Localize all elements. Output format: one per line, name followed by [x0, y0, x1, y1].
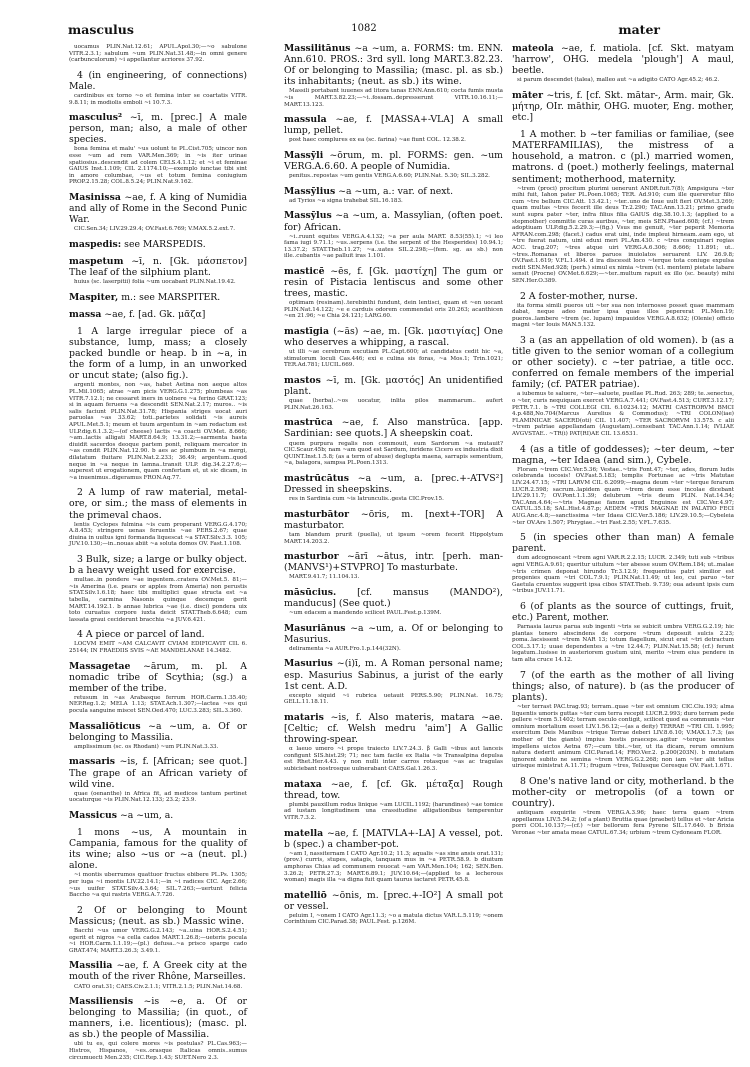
entry-definition [284, 210, 503, 232]
citation-block: ~i montis uberrumos quattuor fructus ebibere PL.Ps. 1305; per iuga ~i montis LIV.22.14.1;—in ~i radices CIC. Agr.2.66; ~us uuifer STAT.Silv.4.3.64; SIL.7.263;—uertunt felicia Baccho ~a qui rastris VERG.A.7.726. [69, 872, 247, 899]
definition-text: ~a ~um, a. [prec.+-ATVS²] Dressed in sheepskins. [284, 472, 503, 496]
dictionary-entry [284, 417, 503, 467]
definition-text: see MARSPEDIS. [121, 238, 206, 250]
sense-definition: 4 A piece or parcel of land. [77, 629, 205, 641]
definition-text: ~ōrum, m. pl. FORMS: gen. ~um VERG.A.6.60. A people of Numidia. [284, 149, 503, 173]
headword: māsūcius. [284, 586, 337, 598]
sense-definition: 3 Bulk, size; a large or bulky object. b a heavy weight used for exercise. [69, 553, 247, 577]
right-running-headword: mater [618, 22, 660, 37]
definition-text: [cf. mansus (MANDO²), manducus] (See quot.) [284, 586, 503, 609]
entry-definition [284, 186, 503, 197]
citation-block: CATO orat.31; CAES.Civ.2.1.1; VITR.2.1.5; PLIN.Nat.14.68. [74, 983, 243, 990]
dictionary-entry [512, 43, 734, 84]
definition-text: ~ārī ~ātus, intr. [perh. man-(MANVS¹)+STVPRO] To masturbate. [284, 551, 503, 574]
dictionary-entry [69, 239, 247, 250]
entry-continuation [512, 532, 734, 595]
entry-definition [69, 192, 247, 225]
dictionary-entry [284, 828, 503, 884]
sense-definition: 6 (of plants as the source of cuttings, fruit, etc.) Parent, mother. [512, 600, 734, 623]
dictionary-entry [69, 810, 247, 821]
sense-definition: 2 A foster-mother, nurse. [520, 290, 638, 302]
entry-definition [284, 43, 503, 87]
definition-text: ~is, f. Also materis, matara ~ae. [Celtic; cf. Welsh medru 'aim'] A Gallic throwing-spear. [284, 711, 503, 746]
sense-definition: 1 mons ~us, A mountain in Campania, famous for the quality of its wine; also ~us or ~a (neut. pl.) alone. [69, 827, 247, 872]
citation-block: ~am I, nassiternam I CATO Agr.10.2; 11.3; aqualis ~as sine ansis orat.131; (prov.) curris, stupes, satagis, tanquam mus in ~a PETR.58.9. b diuitum amphoras Chias ad communem reuocat ~am VAR.Men.104; 162; SEN.Ben. 3.26.2; PETR.27.3; MART.6.89.1; JUV.10.64;—(applied to a lecherous woman) magis illa ~a digna fuit quam taurus iactaret PETR.45.8. [284, 850, 503, 884]
citation-block: optimam (resinam)..terebinthi fundunt, dein lentisci, quam et ~en uocant PLIN.Nat.14.122; ~e e carduis odorem commendat oris 20.263; acanthicen ~en 21.96; ~e Chia 24.121; LARG.60. [284, 300, 503, 320]
sense-definition: 3 a (as an appellation of old women). b (as a title given to the senior woman of a collegium or other society). c ~ter patriae, a title occ. conferred on female members of the imperial family; (cf. PATER patriae). [512, 335, 734, 391]
citation-block: tam blandum prurit (puella), ut ipsum ~orem fecerit Hippolytum MART.14.203.2. [284, 531, 503, 545]
headword: Massȳlus [284, 210, 332, 222]
sense-definition: 7 (of the earth as the mother of all living things; also, of nature). b (as the producer of plants). [512, 669, 734, 703]
dictionary-entry [69, 192, 247, 233]
dictionary-entry [284, 712, 503, 773]
sense-definition: 4 (in engineering, of connections) Male. [69, 69, 247, 92]
citation-block: quae (herba)..~os uocatur, inlita pilos mammarum.. aufert PLIN.Nat.26.163. [284, 398, 503, 411]
dictionary-entry [284, 43, 503, 108]
citation-block: lentis Cyclopes fulmina ~is cum properant VERG.G.4.170; A.8.453; stringere uenas feruentis ~ae PERS.2.67; quae diuina in uultus igni formanda liquescat ~a STAT.Silv.3.3. 105; JUV.10.130;—in..nouas abiit ~a soluta domos OV. Fast.1.108. [69, 521, 247, 548]
citation-block: deliramenta ~a AUR.Fro.1.p.144(32N). [289, 645, 401, 652]
dictionary-entry [284, 210, 503, 260]
headword: mastrūca [284, 417, 333, 429]
headword: mateola [512, 43, 554, 54]
dictionary-entry [69, 112, 247, 186]
citation-block: ~ter terrast PAC.trag.93; terram..quae ~ter est omnium CIC.Clu.193; alma liquentis umoris guttas ~ter cum terra recepit LUCR.2.993; duro terram pede pellere ~trem 5.1402; terram osculo contigit, scilicet quod ea communis ~ter omnium mortalium esset LIV.1.56.12;—(as a deity) TERRAE ~TRI CIL 1.995; exercitum Deis Manibus ~trique Terrae deberi LIV.8.6.10; V.MAX.1.7.3; (as mother of the giants) impius hostis praeceps..agitur ~terque iacentes impellens uictos Aetna 67;—cum tibi..~ter, ut ita dicam, rerum omnium natura dederit animum CIC.Parad.14; FRO.Ver.2. p.200(203N). b mutatam ignorent subito ne semina ~trem VERG.G.2.268; non iam ~ter alit tellus uirisque ministrat A.11.71; frugum ~tres, Tellusque Ceresque OV. Fast.1.671. [512, 703, 734, 770]
entry-definition [284, 587, 503, 609]
entry-definition [284, 473, 503, 495]
entry-continuation [512, 444, 734, 527]
definition-text: m.: see MARSPITER. [118, 291, 221, 303]
entry-definition [284, 509, 503, 531]
citation-block: huius (sc. laserpitii) folia ~um uocabant PLIN.Nat.19.42. [74, 279, 236, 286]
citation-block: multae..in pondere ~ae ingentem..cratera OV.Met.5. 81;—~is Amerina (i.e. pears or apples from Ameria) non perustis STAT.Silv.1.6.18; haec tibi multiplici quae structa est ~a tabella, carmina Nasonis quinque decemque gerit MART.14.192.1. b annae lubrica ~ae (i.e. disci) pondera uix toto curuatus corpore iuxta deicit STAT.Theb.6.648; cum lassata graui ceciderunt bracchia ~a JUV.6.421. [69, 577, 247, 623]
headword: Massȳli [284, 149, 324, 161]
sense-definition: 1 A mother. b ~ter familias or familiae, (see MATERFAMILIAS), the mistress of a household, a matron. c (pl.) married women, matrons. d (poet.) motherly feelings, maternal sentiment; motherhood, maternity. [512, 129, 734, 185]
definition-text: ~a ~um, a. Massylian, (often poet. for) African. [284, 210, 503, 233]
dictionary-entry [284, 779, 503, 822]
dictionary-entry [284, 658, 503, 705]
headword: mataris [284, 711, 324, 723]
headword: Massagetae [69, 660, 131, 672]
headword: māter [512, 89, 543, 101]
entry-continuation [512, 291, 734, 329]
headword: Masuriānus [284, 622, 346, 634]
entry-continuation [69, 70, 247, 106]
dictionary-entry [284, 551, 503, 581]
headword: masticē [284, 265, 325, 277]
sense-definition: 2 Of or belonging to Mount Massicus; (neut. as sb.) Massic wine. [69, 904, 247, 927]
entry-continuation [512, 776, 734, 837]
definition-text: ~ēs, f. [Gk. μαστίχη] The gum or resin of Pistacia lentiscus and some other trees, mastic. [284, 265, 503, 300]
definition-text: ~ārum, m. pl. A nomadic tribe of Scythia; (sg.) a member of the tribe. [69, 660, 247, 694]
headword: matelliō [284, 889, 327, 901]
citation-block: ~trem (proci) procitum plurimi uenerunt ANDR.fuit.7(8); Ampsigura ~ter mihi fuit, Iahon pater PL.Poen.1065; TER. Ad.910; cum ille quereretur filio cum ~tre bellum CIC.Att. 13.42.1; ~ter..uno de Ioue uult fieri OV.Met.3.269; quam multas ~tres fecerit ille deus Tr.2.290; TAC.Ann.13.21; primo gradu sunt supra pater ~ter, infra filius filia GAIUS dig.38.10.1.3; (applied to a stepmother) committe curas auribus, ~ter, meis SEN.Phaed.608; (cf.) ~trem adoptiuam ULP.dig.5.2.29.3;—(fig.) Vsus me genuit, ~ter peperit Memoria AFRAN.com.298; (facet.) cadus erat uini, inde impleui hirneam..eam ego, ut ~tre fuerat natum, uini eduxi meri PL.Am.430. c ~tres conquinari regias ACC. trag.207; ~tres atque uiri VERG.A.6.306; 8.666; 11.891; ut.. ~tres..Romanas et liberos paruos inuiolatos seruarent LIV. 26.9.8; OV.Fast.1.619; V.FL.1.494. d ira discessit loco ~terque tota coniuge expulsa redit SEN.Med.928; (perh.) simul ex nimia ~trem (v.l. mentem) pietate labare sensit (Procne) OV.Met.6.629;—~ter..multum rapuit ex illo (sc. beauty) mihi SEN.Her.O.389. [512, 185, 734, 284]
entry-definition [284, 266, 503, 299]
dictionary-entry [284, 473, 503, 503]
headword: Maspiter, [69, 291, 119, 303]
dictionary-entry [69, 996, 247, 1061]
dictionary-entry [284, 375, 503, 411]
entry-continuation [69, 827, 247, 899]
citation-block: Massili portabant iuuenes ad litora tanas ENN.Ann.610; cocta fumis musta ~is MART.3.82.23;—~i..fossam..depresserunt VITR.10.16.11;—MART.13.123. [284, 88, 503, 108]
headword: masturbātor [284, 508, 349, 520]
entry-definition [69, 996, 247, 1040]
entry-definition [284, 551, 503, 573]
entry-definition [284, 150, 503, 172]
entry-continuation [512, 601, 734, 664]
dictionary-entry [284, 623, 503, 653]
sense-definition: 1 A large irregular piece of a substance, lump, mass; a closely packed bundle or heap. b in ~a, in the form of a lump, in an unworked or uncut state; (also fig.). [69, 325, 247, 382]
dictionary-entry [69, 309, 247, 320]
headword: masculus² [69, 112, 123, 124]
entry-definition [284, 623, 503, 645]
headword: Masurius [284, 658, 333, 670]
entry-definition [284, 890, 503, 912]
definition-text: ~ae, f. matiola. [cf. Skt. matyam 'harrow', OHG. medela 'plough'] A maul, beetle. [512, 43, 734, 77]
citation-block: a iubemus te saluere, ~ter—saluete, puellae PL.Rud. 263; 289; te..senectus, o ~ter, curis nequiquam exercet VERG.A.7.441; OV.Fast.4.513; CURT.3.12.17; PETR.7.1. b ~TRI COLLEGI CIL 6.10234.12; MATRI CASTRORVM BMCI 4.p.488,No.704(Marcus Aurelius & Commodus); ~TRI COLON(iae) FLAMINICAE SACERD(oti) CIL 11.407; ~TER SACRORVM 13.575. c alii ~trem patriae appellandam (Augustam)..censebant TAC.Ann.1.14; IVLIAE AVGVSTAE.. ~TR(i) PAT(RI)AE CIL 13.6531. [512, 391, 734, 438]
definition-text: ~is ~e, a. Of or belonging to Massilia; (in quot., of manners, i.e. licentious); (masc. pl. as sb.) the people of Massilia. [69, 996, 247, 1041]
dictionary-entry [69, 256, 247, 286]
entry-definition [69, 960, 247, 982]
definition-text: ~is, f. [African; see quot.] The grape of an African variety of wild vine. [69, 756, 247, 790]
citation-block: ita forma simili pueros uti ~ter sua non internosse posset quae mammam dabat, neque adeo mater ipsa quae illos pepererat PL.Men.19; pueros..lambere ~trem (sc. lupam) impauidos VERG.A.8.632; (Olenie) officio magni ~ter Iouis MAN.5.132. [512, 302, 734, 329]
citation-block: CIC.Sen.34; LIV.29.29.4; OV.Fast.6.769; V.MAX.5.2.ext.7. [74, 226, 236, 233]
citation-block: si parum descendet (talea), malleo aut ~a adigito CATO Agr.45.2; 46.2. [517, 77, 720, 84]
headword: matella [284, 827, 324, 839]
dictionary-entry [69, 721, 247, 751]
headword: massaris [69, 756, 116, 768]
headword: maspetum [69, 255, 124, 267]
headword: mastīgia [284, 326, 329, 338]
dictionary-entry [512, 90, 734, 123]
citation-block: LOCVM EMIT ~AM CALCAVIT CVIAM EDIFICAVIT CIL 6. 25144; IN FRAEDIIS SVIS ~AE MANDELANAE 14.3482. [69, 641, 247, 654]
headword: masturbor [284, 551, 339, 563]
citation-block: dum adcognoscant ~trem agni VAR.R.2.2.15; LUCR. 2.349; tuti sub ~tribus agni VERG.A.9.61; queritur uitulum ~ter abesse suum OV.Rem.184; ut..malae ~tris crimen deponat hirundo Tr.3.12.9; frequentius patri similior est progenies quam ~tri COL.7.9.1; PLIN.Nat.11.49; ut leo, cui paruo ~ter Gaetula cruentos suggerit ipsa cibos STAT.Theb. 9.739; oua adsunt ipsis cum ~tribus JUV.11.71. [512, 555, 734, 595]
dictionary-entry [284, 186, 503, 205]
definition-text: ~a ~um, a. [116, 809, 174, 821]
citation-block: quem purpura regalis non commouit, eum Sardorum ~a mutauit? CIC.Scaur.45b; nam ~am quod est Sardum, inridens Cicero ex industria dixit QUINT.Inst.1.5.8; (as a term of abuse) deglupta maena, sarrapis sementium, ~a, balagora, sampsa PL.Poen.1313. [284, 440, 503, 467]
entry-definition [284, 326, 503, 348]
dictionary-entry [69, 292, 247, 303]
headword: Massilia [69, 960, 113, 972]
definition-text: ~a ~um, a.: var. of next. [335, 185, 454, 197]
definition-text: ~(i)ī, m. A Roman personal name; esp. Masurius Sabinus, a jurist of the early 1st cent. A.D. [284, 658, 503, 692]
citation-block: antiquam exquirite ~trem VERG.A.3.96; haec terra quam ~trem appellamus LIV.5.54.2; (of a plant) Bruttia quae (praebet) tellus et ~ter Aricia porri COL.10.137;—(cf.) ~ter bellorum fera Pyrene SIL.17.640. b Brixia Veronae ~ter amata meae CATUL.67.34; urbium ~trem Cydoneam FLOR. [512, 810, 734, 836]
entry-definition [69, 661, 247, 694]
entry-definition [284, 114, 503, 136]
dictionary-entry [69, 661, 247, 715]
headword: Massilitānus [284, 43, 351, 54]
dictionary-entry [284, 326, 503, 369]
headword: maspedis: [69, 238, 122, 250]
citation-block: res in Sardinia cum ~is latrunculis..gesta CIC.Prov.15. [289, 496, 444, 503]
headword: mastrūcātus [284, 472, 350, 484]
definition-text: ~ae, f. A Greek city at the mouth of the river Rhône, Marseilles. [69, 960, 247, 983]
headword: Massicus [69, 809, 117, 821]
entry-definition [284, 417, 503, 439]
dictionary-entry [284, 587, 503, 617]
entry-definition [69, 309, 247, 320]
definition-text: ~tris, f. [cf. Skt. mātar-, Arm. mair, Gk. μήτηρ, OIr. māthir, OHG. muoter, Eng. mother, etc.] [512, 89, 734, 124]
entry-continuation [512, 335, 734, 438]
dictionary-entry [69, 756, 247, 803]
column-right [512, 43, 734, 843]
definition-text: ~ī, m. [Gk. μαστός] An unidentified plant. [284, 375, 503, 398]
headword: mastos [284, 375, 321, 386]
entry-definition [284, 779, 503, 801]
headword: Massȳlius [284, 185, 336, 197]
column-middle [284, 43, 503, 932]
sense-definition: 8 One's native land or city, motherland. b the mother-city or metropolis (of a town or country). [512, 775, 734, 810]
page-number: 1082 [351, 23, 377, 34]
citation-block: retusum in ~as Arabasque ferrum HOR.Carm.1.35.40; NEP.Reg.1.2; MELA 1.13; STAT.Ach.1.307;—lactea ~es qui pocula sanguine miscet SEN.Oed.470; LUC.3.283; SIL.3.360. [69, 694, 247, 715]
citation-block: MART.9.41.7; 11.104.13. [289, 574, 360, 581]
definition-text: ~a ~um, a. FORMS: tm. ENN. Ann.610. PROS.: 3rd syll. long MART.3.82.23. Of or belonging to Massilia; (masc. pl. as sb.) its inhabitants; (neut. as sb.) its wine. [284, 43, 503, 88]
citation-block: argenti montes, non ~as, habet Aetina non aeque altos PL.Mil.1065; atrae ~am picis VERG.G.1.275; plumbeas ~as VITR.7.12.1; ne cessaret iners in uolnere ~a ferino GRAT.123; si in aquam feruens ~a descendit SEN.Nat.2.17; muros.. ~is salis faciunt PLIN.Nat.31.78; Hispania striges uocat auri paruolas ~as 33.62; toti..parietes solidati ~is aureis APUL.Met.5.1; meum et tuum argentum in ~am redactum est ULP.dig.6.1.3.2;—(of cheese) lactis ~a coacti OV.Met. 8.666; ~am..lactis alligati MART.8.64.9; 13.31.2;—sarmenta hasta diuidit sacerdos deoque partem ponit, reliquam mercator in ~as condit PLIN.Nat.12.90. b aes ac plumbum in ~a mergi, dilatatum fluitare PLIN.Nat.2.233; 36.49; argentum..quod neque in ~a neque in lamna..transit ULP. dig.34.2.27.6;—superest ut erogationem, quam confertam et, ut sic dicam, in ~a inuenimus..digeramus FRON.Aq.77. [69, 382, 247, 481]
entry-definition [69, 239, 247, 250]
definition-text: ~ae, f. [ad. Gk. μᾶζα] [101, 308, 206, 320]
citation-block: plumbi pauxillum rodus linique ~am LUCIL.1192; (harundines) ~ae tomice ad iustam longitudinem una crassitudine alligationibus temperentur VITR.7.3.2. [284, 801, 503, 821]
citation-block: Floram ~trem CIC.Ver.5.36; Vestae..~tris Font.47; ~ter, ades, florum ludis celebranda iocosis! OV.Fast.5.183; templis Fortunae ac ~tris Matutae LIV.24.47.15; ~TRI LARVM CIL 6.2099;—magna deum ~ter ~terque ferarum LUCR.2.598; sacrum..lapidem quam ~trem deum esse incolae dicebant LIV.29.11.7; OV.Pont.1.1.39; delubrum ~tris deum PLIN. Nat.14.54; TAC.Ann.4.64;—~tris Magnae fanum apud Enguinos est CIC.Ver.4.97; CATUL.35.18; SAL.Hist.4.87.p; AEDEM ~TRIS MAGNAE IN PALATIO FECI AUG.Anc.4.8;—sanctissima ~ter Idaea CIC.Ver.5.186; LIV.29.10.5;—Cybeleia ~ter OV.Ars 1.507; Phrygiae..~tri Fast.2.55; V.FL.7.635. [512, 466, 734, 526]
dictionary-entry [284, 150, 503, 180]
headword: mataxa [284, 778, 322, 790]
citation-block: ut illi ~ae cerebrum excutiam PL.Capt.600; at candidatus cedit hic ~a, stimulorum loculi Cas.446; exi e culina sis foras, ~a Mos.1; Trin.1021; TER.Ad.781; LUCIL.669. [284, 349, 503, 369]
definition-text: ~ae, f. [cf. Gk. μέταξα] Rough thread, tow. [284, 778, 503, 801]
citation-block: cardinibus ex torno ~o et femina inter se coartatis VITR. 9.8.11; in modiolis emboli ~i 10.7.3. [69, 92, 247, 106]
sense-definition: 4 (as a title of goddesses); ~ter deum, ~ter magna, ~ter Idaea (and sim.), Cybele. [512, 443, 734, 466]
left-running-headword: masculus [68, 22, 134, 37]
entry-continuation [69, 44, 247, 64]
citation-block: ad Tyrios ~a signa trahebat SIL.16.183. [289, 197, 403, 204]
citation-block: excepto siquid ~i rubrica uetauit PERS.5.90; PLIN.Nat. 16.75; GELL.11.18.11. [284, 692, 503, 706]
citation-block: quae (oenanthe) in Africa fit, ad medicos tantum pertinet uocaturque ~is PLIN.Nat.12.133; 23.2; 23.9. [69, 790, 247, 804]
citation-block: bona femina et malu' ~us uolunt te PL.Cist.705; uincor non esse ~um ad rem VAR.Men.369; in ~is iter urinae spatiosius..descendit ad colem CELS.4.1.12; et ~i et feminae GAIUS Inst.1.109; CIL 2.1174.10;—exemplo iunctae tibi sint in amore columbae, ~us et totum femina coniugium PROP.2.15.28; COL.8.5.24; PLIN.Nat.9.162. [69, 146, 247, 186]
page-header [68, 22, 660, 38]
definition-text: ~ōnis, m. [prec.+-IO²] A small pot or vessel. [284, 889, 503, 912]
headword: massula [284, 114, 327, 126]
entry-continuation [69, 487, 247, 548]
sense-definition: 5 (in species other than man) A female parent. [512, 532, 734, 555]
entry-definition [284, 658, 503, 691]
dictionary-entry [69, 960, 247, 990]
dictionary-entry [284, 266, 503, 320]
entry-continuation [69, 629, 247, 654]
definition-text: ~ae, f. [MATVLA+-LA] A vessel, pot. b (spec.) a chamber-pot. [284, 827, 503, 850]
headword: Massiliensis [69, 996, 134, 1008]
entry-definition [284, 712, 503, 745]
entry-definition [69, 810, 247, 821]
citation-block: uocamus PLIN.Nat.12.61; APUL.Apol.30;—~o sabulone VITR.2.3.1; sabulum ~um PLIN.Nat.31.48;—in omni genere (carbunculorum) ~i appellantur acriores 37.92. [69, 44, 247, 64]
citation-block: ubi tu es, qui colere mores ~is postulas? PL.Cas.963;—Histros, Hispanos, ~es..orasque Italicas omnis..sumus circumuecti Men.235; CIC.Rep.1.43; SUET.Nero 2.3. [69, 1041, 247, 1061]
entry-continuation [512, 129, 734, 284]
citation-block: penitus..repostas ~um gentis VERG.A.6.60; PLIN.Nat. 5.30; SIL.3.282. [289, 173, 490, 180]
definition-text: ~ī, n. [Gk. μάσπετον] The leaf of the silphium plant. [69, 255, 247, 279]
citation-block: ~um edacem a mandendo scilicet PAUL.Fest.p.139M. [289, 610, 442, 617]
entry-continuation [69, 554, 247, 623]
headword: massa [69, 308, 102, 320]
entry-definition [69, 112, 247, 145]
entry-definition [69, 756, 247, 789]
entry-definition [512, 43, 734, 76]
entry-definition [284, 375, 503, 397]
citation-block: post haec complures ex ea (sc. farina) ~ae fiunt COL. 12.38.2. [289, 137, 466, 144]
headword: Massaliōticus [69, 720, 141, 732]
definition-text: ~ae, f. [MASSA+-VLA] A small lump, pellet. [284, 114, 503, 137]
dictionary-entry [284, 890, 503, 926]
definition-text: (~ās) ~ae, m. [Gk. μαστιγίας] One who deserves a whipping, a rascal. [284, 326, 503, 349]
definition-text: ~a ~um, a. Of or belonging to Massilia. [69, 720, 247, 743]
definition-text: ~a ~um, a. Of or belonging to Masurius. [284, 622, 503, 645]
column-left [69, 43, 247, 1067]
citation-block: amplissimum (sc. os Rhodani) ~um PLIN.Nat.3.33. [74, 743, 219, 750]
entry-continuation [512, 670, 734, 770]
entry-definition [69, 256, 247, 278]
entry-definition [284, 828, 503, 850]
citation-block: Bacchi ~us umor VERG.G.2.143; ~a..uina HOR.S.2.4.51; egerit et nigros ~a cella cados MART.1.26.8;—ueteris pocula ~i HOR.Carm.1.1.19;—(pl.) defusa..~a prisco sparge cado GRAT.474; MART.3.26.3; 3.49.1. [69, 927, 247, 954]
citation-block: Parnasia laurus parua sub ingenti ~tris se subicit umbra VERG.G.2.19; hic plantas tenero abscindens de corpore ~trum deposuit sulcis 2.23; poma..lacsissent ~trem NAR 13; totum flagellum, sicut erat ~tri detractum COL.3.17.1; uuae dependentes a ~tre 12.44.7; PLIN.Nat.15.58; (cf.) ferunt legatum..lusisse in austeriorem gustum uini, merito ~trem eius pendere in tam alta cruce 14.12. [512, 624, 734, 664]
sense-definition: 2 A lump of raw material, metal-ore, or sim.; the mass of elements in the primeval chaos. [69, 487, 247, 521]
definition-text: ~ae, f. A king of Numidia and ally of Rome in the Second Punic War. [69, 192, 247, 226]
entry-continuation [69, 326, 247, 481]
entry-definition [69, 721, 247, 743]
entry-definition [512, 90, 734, 123]
citation-block: ~i..ruunt equites VERG.A.4.132; ~a per aula MART. 8.53(55).1; ~i leo fama iugi 9.71.1; ~us..serpens (i.e. the serpent of the Hesperides) 10.94.1; 13.37.2; STAT.Theb.11.27; ~a..uates SIL.2.298;—(fem. sg. as sb.) non ille..cubantis ~ae palluit iras 1.101. [284, 233, 503, 260]
headword: Masinissa [69, 192, 121, 203]
definition-text: ~ī, m. [prec.] A male person, man; also, a male of other species. [69, 112, 247, 146]
dictionary-entry [284, 509, 503, 545]
dictionary-entry [284, 114, 503, 144]
citation-block: α laeuo umero ~i prope traiecto LIV.7.24.3. β Galli ~ibus aut lanceis configunt SIS.hist.29; 71; nec tam facile ex Italia ~is Transalpina depulsa est Rhet.Her.4.43. γ non nulli inter carros rotasque ~as ac tragulas subiciebant nostrosque uulnerabant CAES.Gal.1.26.3. [284, 746, 503, 772]
definition-text: ~ōris, m. [next+-TOR] A masturbator. [284, 508, 503, 531]
entry-continuation [69, 905, 247, 955]
citation-block: peluim I, ~onem I CATO Agr.11.3; ~o a matula dictus VAR.L.5.119; ~onem Corinthium CIC.Parad.38; PAUL.Fest. p.126M. [284, 912, 503, 926]
entry-definition [69, 292, 247, 303]
definition-text: ~ae, f. Also manstrūca. [app. Sardinian: see quots.] A sheepskin coat. [284, 417, 503, 440]
